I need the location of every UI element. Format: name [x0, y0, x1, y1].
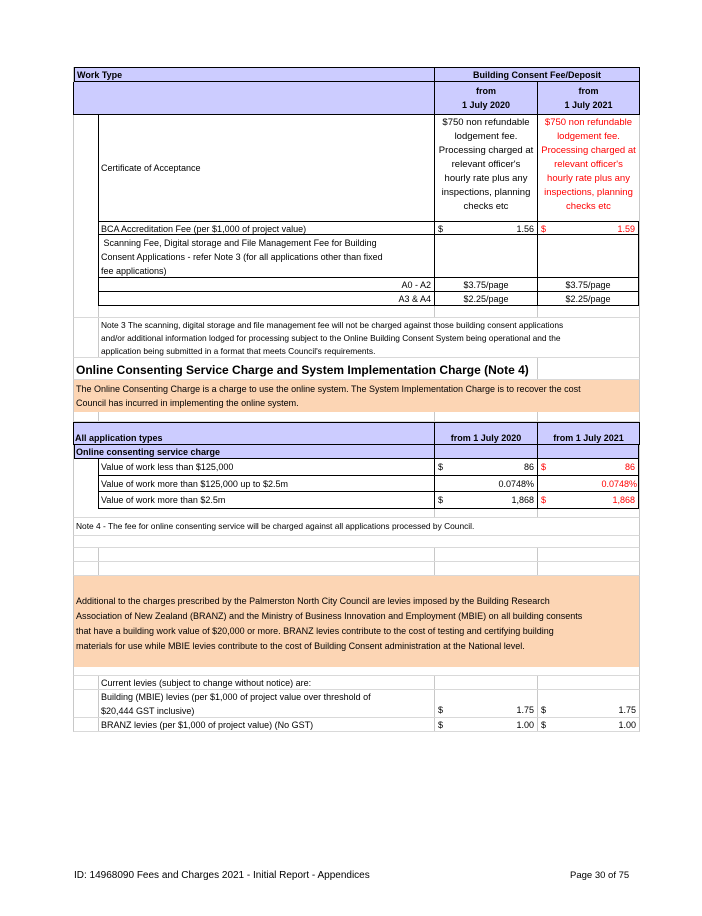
grid-line [537, 548, 538, 561]
grid-line [98, 412, 99, 421]
scan-2020: $2.25/page [434, 292, 537, 306]
levies-branz-2020 [434, 718, 537, 731]
levies-desc-row [73, 576, 640, 667]
currency-symbol: $ [541, 462, 547, 472]
online-value: 0.0748% [498, 479, 534, 489]
currency-symbol: $ [541, 224, 547, 234]
cert-2020-line: lodgement fee. [454, 131, 518, 142]
scanning-row [73, 235, 640, 278]
bca-2021 [537, 221, 639, 235]
spacer-row [73, 562, 640, 576]
spacer-row [73, 412, 640, 422]
scan-2021: $3.75/page [537, 278, 639, 292]
online-subheading-row [73, 445, 640, 459]
grid-line [537, 306, 538, 317]
fee-title-header: Building Consent Fee/Deposit [434, 67, 640, 82]
note3-line: application being submitted in a format that meets Council's requirements. [101, 346, 376, 356]
cert-2020-line: $750 non refundable [442, 117, 530, 128]
cert-2021-line: inspections, planning [544, 187, 633, 198]
mbie-line: Building (MBIE) levies (per $1,000 of project value over threshold of [101, 692, 371, 702]
online-rate-2021 [537, 476, 639, 492]
levies-branz-row [73, 718, 640, 732]
online-rate-2020 [434, 476, 537, 492]
levies-desc-line: Association of New Zealand (BRANZ) and the Ministry of Business Innovation and Employment (MBIE) on all building consents [76, 611, 583, 621]
all-app-types: All application types [74, 422, 435, 445]
cert-2021-line: $750 non refundable [544, 117, 633, 128]
header-row [73, 67, 640, 82]
grid-line [434, 548, 435, 561]
online-heading: Online Consenting Service Charge and System Implementation Charge (Note 4) [76, 363, 529, 377]
grid-line [537, 509, 538, 517]
online-value: 0.0748% [601, 479, 637, 489]
note3-row [73, 318, 640, 358]
online-rate-label: Value of work more than $2.5m [98, 492, 435, 509]
online-rate-row [73, 476, 640, 492]
cert-2021-line: Processing charged at [541, 145, 636, 156]
grid-line [98, 548, 99, 561]
cert-2021-line: checks etc [566, 201, 611, 212]
currency-symbol: $ [438, 495, 444, 505]
work-type-header: Work Type [74, 67, 435, 82]
online-desc-row [73, 380, 640, 412]
online-value: 1,868 [612, 495, 635, 505]
online-subheading-blank [434, 445, 537, 459]
note3-line: Note 3 The scanning, digital storage and file management fee will not be charged against those building consent applications [101, 320, 564, 330]
online-rate-row [73, 459, 640, 476]
scanning-line: fee applications) [101, 266, 167, 276]
note4-text: Note 4 - The fee for online consenting service will be charged against all applications processed by Council. [76, 521, 475, 531]
bca-label: BCA Accreditation Fee (per $1,000 of project value) [98, 221, 435, 235]
currency-symbol: $ [438, 462, 444, 472]
bca-row [73, 221, 640, 235]
cert-2021-line: lodgement fee. [557, 131, 620, 142]
online-value: 86 [624, 462, 635, 472]
certificate-label: Certificate of Acceptance [98, 115, 435, 221]
scan-2020: $3.75/page [434, 278, 537, 292]
cert-2020-line: inspections, planning [441, 187, 531, 198]
grid-line [434, 562, 435, 575]
mbie-value-2020: 1.75 [516, 705, 534, 715]
grid-line [537, 562, 538, 575]
online-subheading-blank [537, 445, 639, 459]
bca-value-2020: 1.56 [516, 224, 534, 234]
currency-symbol: $ [541, 705, 547, 715]
levies-current: Current levies (subject to change without notice) are: [98, 676, 435, 689]
levies-desc-line: materials for use while MBIE levies contribute to the cost of Building Consent administration at the National level. [76, 641, 525, 651]
online-col-2021: from 1 July 2021 [537, 422, 639, 445]
col-2021-header [537, 82, 639, 115]
mbie-line: $20,444 GST inclusive) [101, 706, 195, 716]
online-rate-2021 [537, 492, 639, 509]
grid-line [537, 676, 538, 689]
levies-mbie-row [73, 690, 640, 718]
currency-symbol: $ [438, 705, 444, 715]
currency-symbol: $ [541, 495, 547, 505]
scanning-line: Consent Applications - refer Note 3 (for all applications other than fixed [101, 252, 383, 262]
online-rate-label: Value of work less than $125,000 [98, 459, 435, 476]
levies-current-row [73, 676, 640, 690]
cert-2020-line: hourly rate plus any [444, 173, 528, 184]
online-heading-row [73, 358, 640, 380]
online-value: 1,868 [511, 495, 534, 505]
online-rate-row [73, 492, 640, 509]
online-rate-2020 [434, 459, 537, 476]
online-rate-2021 [537, 459, 639, 476]
scan-2021: $2.25/page [537, 292, 639, 306]
levies-desc [76, 576, 639, 667]
online-table-header [73, 422, 640, 445]
header-blank [74, 82, 434, 115]
scanning-blank-2021 [537, 235, 639, 278]
grid-line [98, 562, 99, 575]
bca-2020 [434, 221, 537, 235]
grid-line [434, 306, 435, 317]
online-col-2020: from 1 July 2020 [434, 422, 537, 445]
spacer-row [73, 667, 640, 676]
branz-value-2021: 1.00 [618, 720, 636, 730]
online-value: 86 [523, 462, 534, 472]
online-rate-2020 [434, 492, 537, 509]
certificate-fee-2020 [434, 115, 537, 221]
online-desc-line: Council has incurred in implementing the online system. [76, 398, 299, 408]
spacer-row [73, 509, 640, 518]
note3-line: and/or additional information lodged for processing subject to the Online Building Consent System being operational and the [101, 333, 561, 343]
scanning-line: Scanning Fee, Digital storage and File Management Fee for Building [101, 238, 377, 248]
levies-branz-2021 [537, 718, 639, 731]
cert-2021-line: relevant officer's [554, 159, 623, 170]
grid-line [434, 676, 435, 689]
footer-id: ID: 14968090 Fees and Charges 2021 - Initial Report - Appendices [74, 870, 370, 881]
cert-2020-line: checks etc [463, 201, 509, 212]
levies-desc-line: that have a building work value of $20,000 or more. BRANZ levies contribute to the cost of testing and certifying building [76, 626, 554, 636]
grid-line [434, 412, 435, 421]
grid-line [434, 509, 435, 517]
mbie-value-2021: 1.75 [618, 705, 636, 715]
col-2020-header [434, 82, 537, 115]
scan-size-row [73, 278, 640, 292]
header-dates-row [73, 82, 640, 115]
levies-mbie-label [98, 690, 435, 717]
levies-mbie-2021 [537, 690, 639, 717]
scanning-blank-2020 [434, 235, 537, 278]
cert-2021-line: hourly rate plus any [547, 173, 630, 184]
levies-desc-line: Additional to the charges prescribed by the Palmerston North City Council are levies imposed by the Building Research [76, 596, 550, 606]
branz-value-2020: 1.00 [516, 720, 534, 730]
online-desc [76, 380, 638, 412]
currency-symbol: $ [438, 720, 444, 730]
cert-2020-line: Processing charged at [438, 145, 534, 156]
note3-text [98, 318, 639, 357]
scanning-label [98, 235, 435, 278]
col-2021-from: from [578, 86, 599, 96]
levies-mbie-2020 [434, 690, 537, 717]
currency-symbol: $ [438, 224, 444, 234]
scan-size-label: A3 & A4 [98, 292, 435, 306]
certificate-row [73, 115, 640, 221]
certificate-fee-2021 [537, 115, 639, 221]
cert-2020-line: relevant officer's [451, 159, 521, 170]
grid-line [537, 412, 538, 421]
col-2020-from: from [476, 86, 496, 96]
spacer-row [73, 548, 640, 562]
spacer-row [73, 306, 640, 318]
col-2020-date: 1 July 2020 [461, 100, 511, 110]
grid-line [98, 306, 99, 317]
page-number: Page 30 of 75 [570, 870, 630, 881]
currency-symbol: $ [541, 720, 547, 730]
online-desc-line: The Online Consenting Charge is a charge to use the online system. The System Implementation Charge is to recover the cost [76, 384, 581, 394]
grid-line [537, 358, 538, 379]
scan-size-row [73, 292, 640, 306]
spacer-row [73, 536, 640, 548]
bca-value-2021: 1.59 [617, 224, 635, 234]
note4-row [73, 518, 640, 536]
scan-size-label: A0 - A2 [98, 278, 435, 292]
online-rate-label: Value of work more than $125,000 up to $2.5m [98, 476, 435, 492]
levies-branz-label: BRANZ levies (per $1,000 of project value) (No GST) [98, 718, 435, 731]
col-2021-date: 1 July 2021 [564, 100, 613, 110]
online-subheading: Online consenting service charge [74, 445, 435, 459]
fees-sheet [73, 67, 640, 732]
